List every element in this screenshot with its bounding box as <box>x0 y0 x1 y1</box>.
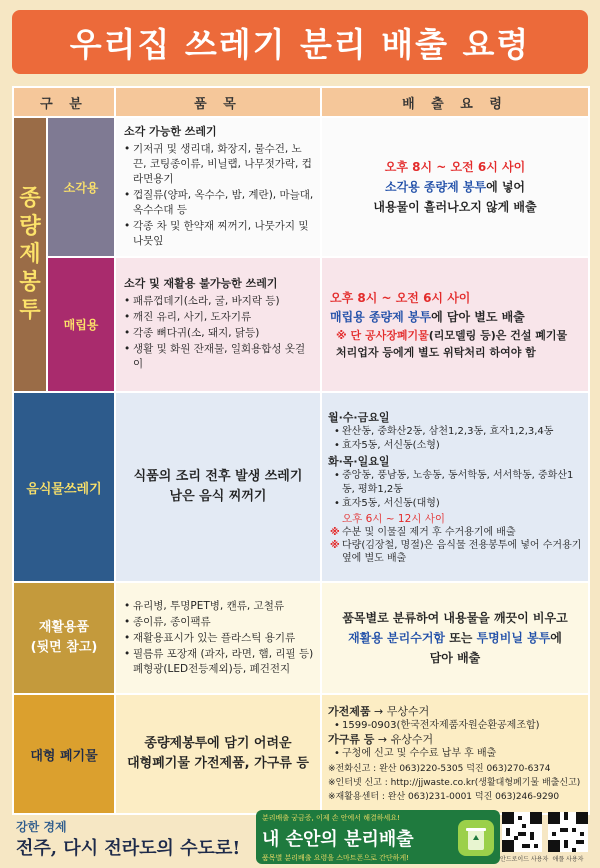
list-item: • 기저귀 및 생리대, 화장지, 물수건, 노끈, 코팅종이류, 비닐랩, 나무젓가락, 컵라면용기 <box>124 142 314 187</box>
area-list-item: • 효자5동, 서신동(소형) <box>334 439 582 453</box>
area-list-item: • 완산동, 중화산2동, 삼천1,2,3동, 효자1,2,3,4동 <box>334 425 582 439</box>
qr-code-apple[interactable] <box>548 812 588 852</box>
category-char: 투 <box>19 297 41 323</box>
list-item: • 종이류, 종이팩류 <box>124 615 314 630</box>
category-char: 종 <box>19 185 41 211</box>
bag-suffix: 에 담아 별도 배출 <box>431 309 525 324</box>
bulky-description-2: 대형폐기물 가전제품, 가구류 등 <box>127 756 309 771</box>
slogan-main: 전주, 다시 전라도의 수도로! <box>16 838 241 859</box>
header-disposal: 배 출 요 령 <box>321 87 589 117</box>
list-item: • 생활 및 화원 잔재물, 일회용합성 옷걸이 <box>124 342 314 372</box>
title-banner <box>12 10 588 74</box>
category-general-label <box>16 185 44 325</box>
row-landfill <box>13 257 589 392</box>
recycling-bag: 투명비닐 봉투 <box>476 631 551 645</box>
area-list-item: • 효자5동, 서신동(대형) <box>334 497 582 511</box>
items-bulky <box>115 694 321 814</box>
disposal-bulky <box>321 694 589 814</box>
phone-report: ※전화신고 : 완산 063)220-5305 덕진 063)270-6374 <box>328 763 551 774</box>
recycling-bin: 재활용 분리수거함 <box>348 631 446 645</box>
qr-code-icon <box>502 812 542 852</box>
qr-label-apple: 애플 사용자 <box>552 856 584 863</box>
row-recycling <box>13 582 589 694</box>
bag-suffix: 에 넣어 <box>486 180 526 194</box>
disposal-time: 오후 8시 ~ 오전 6시 사이 <box>330 290 471 305</box>
list-item: • 유리병, 투명PET병, 캔류, 고철류 <box>124 599 314 614</box>
disposal-food <box>321 392 589 582</box>
category-bulky: 대형 폐기물 <box>13 694 115 814</box>
list-item: • 각종 차 및 한약재 찌꺼기, 나뭇가지 및 나뭇잎 <box>124 219 314 249</box>
disposal-incinerable <box>321 117 589 257</box>
row-incinerable <box>13 117 589 257</box>
page-title: 우리집 쓰레기 분리 배출 요령 <box>69 24 531 64</box>
table-header <box>13 87 589 117</box>
list-item: • 껍질류(양파, 옥수수, 밤, 계란), 마늘대, 옥수수대 등 <box>124 188 314 218</box>
items-food <box>115 392 321 582</box>
food-note: 수분 및 이물질 제거 후 수거용기에 배출 <box>342 527 516 538</box>
footer <box>12 810 588 864</box>
category-food: 음식물쓰레기 <box>13 392 115 582</box>
category-general-bag <box>13 117 47 392</box>
category-char: 제 <box>19 241 41 267</box>
app-promo[interactable] <box>256 810 500 864</box>
disposal-instruction: 내용물이 흘러나오지 않게 배출 <box>373 200 537 214</box>
recycling-or: 또는 <box>445 631 477 645</box>
recycle-center: ※재활용센터 : 완산 063)231-0001 덕진 063)246-9290 <box>328 791 560 802</box>
food-note: 다량(김장철, 명절)은 음식물 전용봉투에 넣어 수거용기 옆에 별도 배출 <box>342 540 582 564</box>
qr-code-icon <box>548 812 588 852</box>
furniture-result: 유상수거 <box>390 732 434 746</box>
items-heading: 소각 가능한 쓰레기 <box>124 125 217 138</box>
arrow-icon: → <box>374 704 384 718</box>
appliance-label: 가전제품 <box>328 704 371 718</box>
category-char: 봉 <box>19 269 41 295</box>
subcategory-incinerable: 소각용 <box>47 117 115 257</box>
items-incinerable <box>115 117 321 257</box>
internet-report: ※인터넷 신고 : http://jjwaste.co.kr(생활대형폐기물 배출신고) <box>328 777 581 788</box>
row-bulky <box>13 694 589 814</box>
disposal-time: 오후 8시 ~ 오전 6시 사이 <box>384 160 526 174</box>
disposal-recycling <box>321 582 589 694</box>
recycle-bin-icon <box>458 820 494 856</box>
bulky-description-1: 종량제봉투에 담기 어려운 <box>144 736 292 751</box>
list-item: • 각종 뼈다귀(소, 돼지, 닭등) <box>124 326 314 341</box>
appliance-contact: • 1599-0903(한국전자제품자원순환공제조합) <box>334 719 582 733</box>
list-item: • 필름류 포장재 (과자, 라면, 햄, 리필 등) 폐형광(LED전등제외)등, 폐건전지 <box>124 647 314 677</box>
area-list-item: • 중앙동, 풍남동, 노송동, 동서학동, 서서학동, 중화산1동, 평화1,2동 <box>334 469 582 497</box>
furniture-label: 가구류 등 <box>328 732 375 746</box>
note-mark: ※ <box>330 527 340 538</box>
slogan-small: 강한 경제 <box>16 820 67 834</box>
app-name: 내 손안의 분리배출 <box>262 829 414 850</box>
schedule-days-1: 월·수·금요일 <box>328 411 390 424</box>
recycling-sublabel: (뒷면 참고) <box>30 640 98 655</box>
guide-table <box>12 86 590 815</box>
note-text: (리모델링 등)은 건설 폐기물 처리업자 등에게 별도 위탁처리 하여야 함 <box>336 328 568 359</box>
row-food <box>13 392 589 582</box>
note-mark: ※ <box>330 540 340 551</box>
list-item: • 깨진 유리, 사기, 도자기류 <box>124 310 314 325</box>
disposal-landfill <box>321 257 589 392</box>
header-items: 품 목 <box>115 87 321 117</box>
category-char: 량 <box>19 213 41 239</box>
app-tagline: 분리배출 궁금증, 이제 손 안에서 해결하세요! <box>262 814 400 822</box>
list-item: • 재활용표시가 있는 플라스틱 용기류 <box>124 631 314 646</box>
recycling-label: 재활용품 <box>38 620 90 635</box>
appliance-result: 무상수거 <box>386 704 430 718</box>
app-subtitle: 품목별 분리배출 요령을 스마트폰으로 간단하게! <box>262 854 409 862</box>
recycling-line-3: 담아 배출 <box>429 651 481 665</box>
arrow-icon: → <box>377 732 388 746</box>
bag-type: 소각용 종량제 봉투 <box>384 180 487 194</box>
food-description-1: 식품의 조리 전후 발생 쓰레기 <box>133 469 303 484</box>
bag-type: 매립용 종량제 봉투 <box>330 309 432 324</box>
header-category: 구 분 <box>13 87 115 117</box>
items-heading: 소각 및 재활용 불가능한 쓰레기 <box>124 277 278 290</box>
schedule-days-2: 화·목·일요일 <box>328 455 390 468</box>
subcategory-landfill: 매립용 <box>47 257 115 392</box>
recycling-suffix: 에 <box>550 631 562 645</box>
food-description-2: 남은 음식 찌꺼기 <box>169 489 267 504</box>
furniture-note: • 구청에 신고 및 수수료 납부 후 배출 <box>334 747 582 761</box>
recycling-line-1: 품목별로 분류하여 내용물을 깨끗이 비우고 <box>342 611 568 625</box>
note-mark: ※ 단 공사장폐기물 <box>336 328 429 342</box>
qr-label-android: 안드로이드 사용자 <box>500 856 549 863</box>
items-landfill <box>115 257 321 392</box>
qr-code-android[interactable] <box>502 812 542 852</box>
category-recycling <box>13 582 115 694</box>
items-recycling <box>115 582 321 694</box>
food-time: 오후 6시 ~ 12시 사이 <box>342 513 446 525</box>
list-item: • 패류껍데기(소라, 굴, 바지락 등) <box>124 294 314 309</box>
